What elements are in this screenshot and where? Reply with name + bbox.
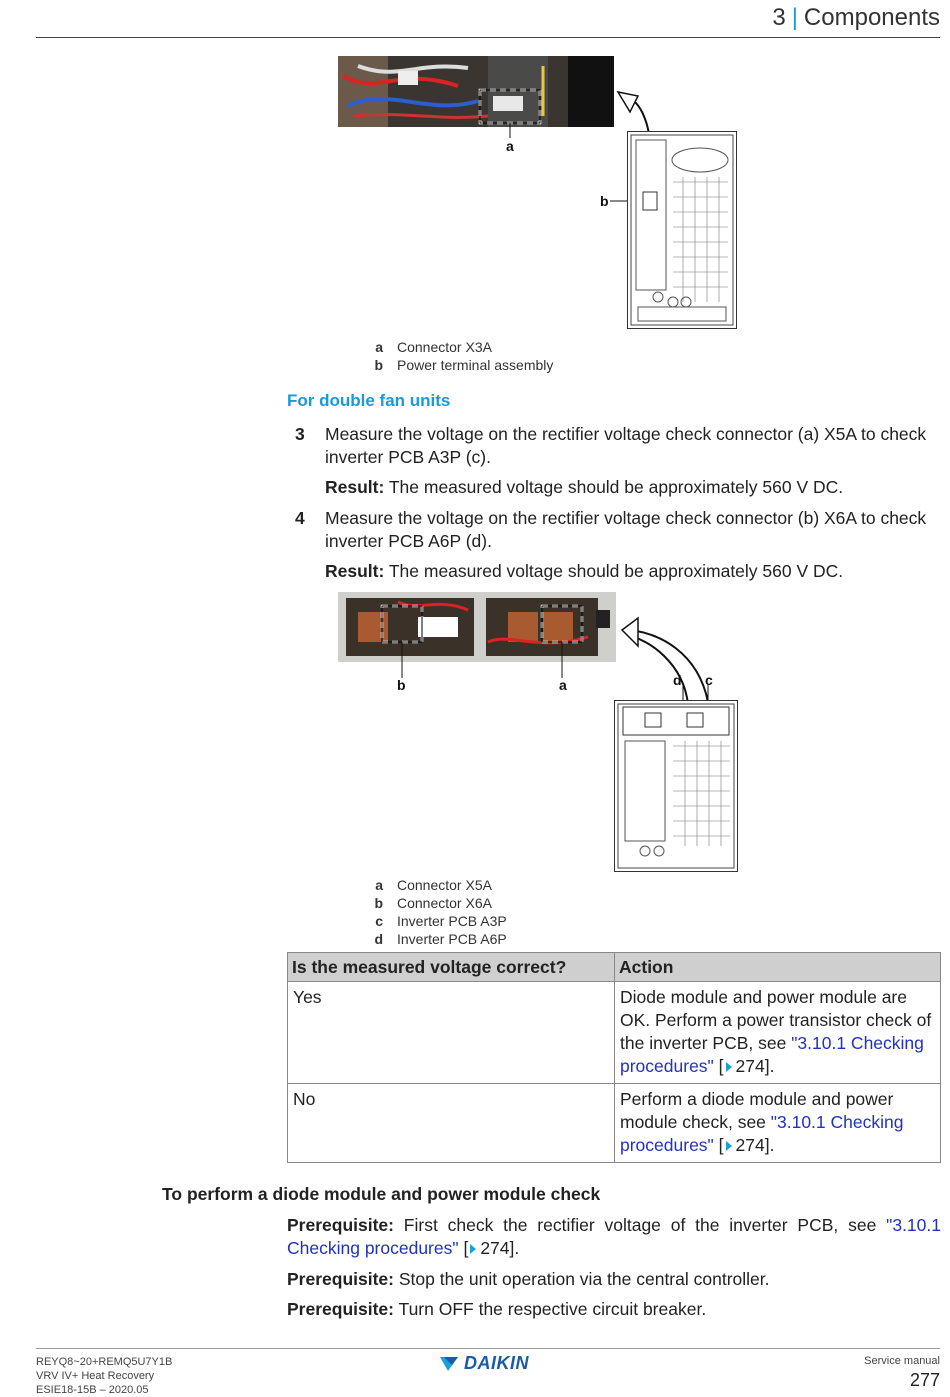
prereq-label: Prerequisite: bbox=[287, 1269, 394, 1289]
legend-item: c Inverter PCB A3P bbox=[375, 913, 507, 929]
footer-doc-info bbox=[36, 1355, 172, 1397]
figure-single-fan bbox=[338, 56, 758, 336]
result-text: The measured voltage should be approximately 560 V DC. bbox=[384, 477, 844, 497]
prerequisite-1: Prerequisite: First check the rectifier voltage of the inverter PCB, see "3.10.1 Checking procedures" [ 274]. bbox=[287, 1215, 941, 1258]
answer-cell: No bbox=[288, 1084, 615, 1163]
double-fan-unit-drawing bbox=[614, 700, 738, 872]
daikin-logo bbox=[438, 1353, 529, 1374]
callout-b: b bbox=[397, 677, 406, 693]
step-number: 4 bbox=[295, 508, 305, 528]
chapter-title: Components bbox=[803, 4, 940, 31]
table-row bbox=[288, 1084, 941, 1163]
daikin-logo-icon bbox=[438, 1355, 460, 1373]
action-cell: Perform a diode module and power module check, see "3.10.1 Checking procedures" [ 274]. bbox=[615, 1084, 941, 1163]
answer-cell: Yes bbox=[288, 982, 615, 1084]
checking-procedures-link[interactable]: "3.10.1 Checking procedures" bbox=[620, 1112, 904, 1155]
footer-manual-type: Service manual bbox=[864, 1355, 940, 1367]
legend-item: a Connector X5A bbox=[375, 877, 492, 893]
page-ref[interactable]: 274 bbox=[480, 1238, 510, 1258]
brand-name: DAIKIN bbox=[464, 1353, 529, 1373]
callout-c: c bbox=[705, 672, 713, 688]
legend-figure1 bbox=[363, 339, 553, 375]
result-label: Result: bbox=[325, 477, 385, 497]
legend-item: a Connector X3A bbox=[375, 339, 492, 355]
column-header-question: Is the measured voltage correct? bbox=[288, 953, 615, 982]
table-header-row bbox=[288, 953, 941, 982]
legend-figure2 bbox=[363, 877, 507, 949]
table-row bbox=[288, 982, 941, 1084]
legend-item: d Inverter PCB A6P bbox=[374, 931, 507, 947]
chapter-header bbox=[772, 4, 940, 32]
header-rule bbox=[36, 37, 940, 38]
callout-a: a bbox=[559, 677, 567, 693]
checking-procedures-link[interactable]: "3.10.1 Checking procedures" bbox=[287, 1215, 941, 1258]
step-4 bbox=[295, 507, 945, 553]
unit-line-art bbox=[615, 701, 737, 871]
prereq-label: Prerequisite: bbox=[287, 1299, 394, 1319]
step-text: Measure the voltage on the rectifier voltage check connector (a) X5A to check inverter PCB A3P (c). bbox=[325, 424, 927, 467]
unit-line-art bbox=[628, 132, 736, 328]
step-number: 3 bbox=[295, 424, 305, 444]
page-number: 277 bbox=[909, 1370, 940, 1390]
checking-procedures-link[interactable]: "3.10.1 Checking procedures" bbox=[620, 1033, 924, 1076]
callout-d: d bbox=[673, 672, 682, 688]
prerequisite-3: Prerequisite: Turn OFF the respective circuit breaker. bbox=[287, 1299, 707, 1319]
action-cell: Diode module and power module are OK. Perform a power transistor check of the inverter PCB, see "3.10.1 Checking procedures" [ 274]. bbox=[615, 982, 941, 1084]
result-text: The measured voltage should be approximately 560 V DC. bbox=[384, 561, 844, 581]
page-ref-arrow-icon bbox=[726, 1062, 732, 1072]
chapter-number: 3 bbox=[772, 4, 786, 31]
prerequisite-2: Prerequisite: Stop the unit operation via the central controller. bbox=[287, 1269, 770, 1289]
column-header-action: Action bbox=[615, 953, 941, 982]
footer-rule bbox=[36, 1348, 940, 1349]
page-ref-arrow-icon bbox=[470, 1244, 476, 1254]
section-heading: For double fan units bbox=[287, 391, 451, 410]
footer-model: REYQ8~20+REMQ5U7Y1B bbox=[36, 1356, 173, 1368]
legend-item: b Power terminal assembly bbox=[374, 357, 554, 373]
step-text: Measure the voltage on the rectifier voltage check connector (b) X6A to check inverter PCB A6P (d). bbox=[325, 508, 927, 551]
header-separator: | bbox=[791, 4, 798, 31]
page-ref[interactable]: 274 bbox=[735, 1056, 765, 1076]
callout-a: a bbox=[506, 138, 514, 154]
outdoor-unit-drawing bbox=[627, 131, 737, 329]
footer-product: VRV IV+ Heat Recovery bbox=[36, 1370, 155, 1382]
result-label: Result: bbox=[325, 561, 385, 581]
figure-double-fan bbox=[338, 592, 758, 872]
page-ref[interactable]: 274 bbox=[735, 1135, 765, 1155]
procedure-heading: To perform a diode module and power module check bbox=[162, 1184, 601, 1204]
prereq-label: Prerequisite: bbox=[287, 1215, 394, 1235]
callout-b: b bbox=[600, 193, 609, 209]
footer-doc-code: ESIE18-15B – 2020.05 bbox=[36, 1384, 149, 1396]
step-3-result bbox=[325, 477, 843, 498]
voltage-check-table bbox=[287, 952, 941, 1163]
step-3 bbox=[295, 423, 945, 469]
step-4-result bbox=[325, 561, 843, 582]
legend-item: b Connector X6A bbox=[374, 895, 492, 911]
page-ref-arrow-icon bbox=[726, 1141, 732, 1151]
